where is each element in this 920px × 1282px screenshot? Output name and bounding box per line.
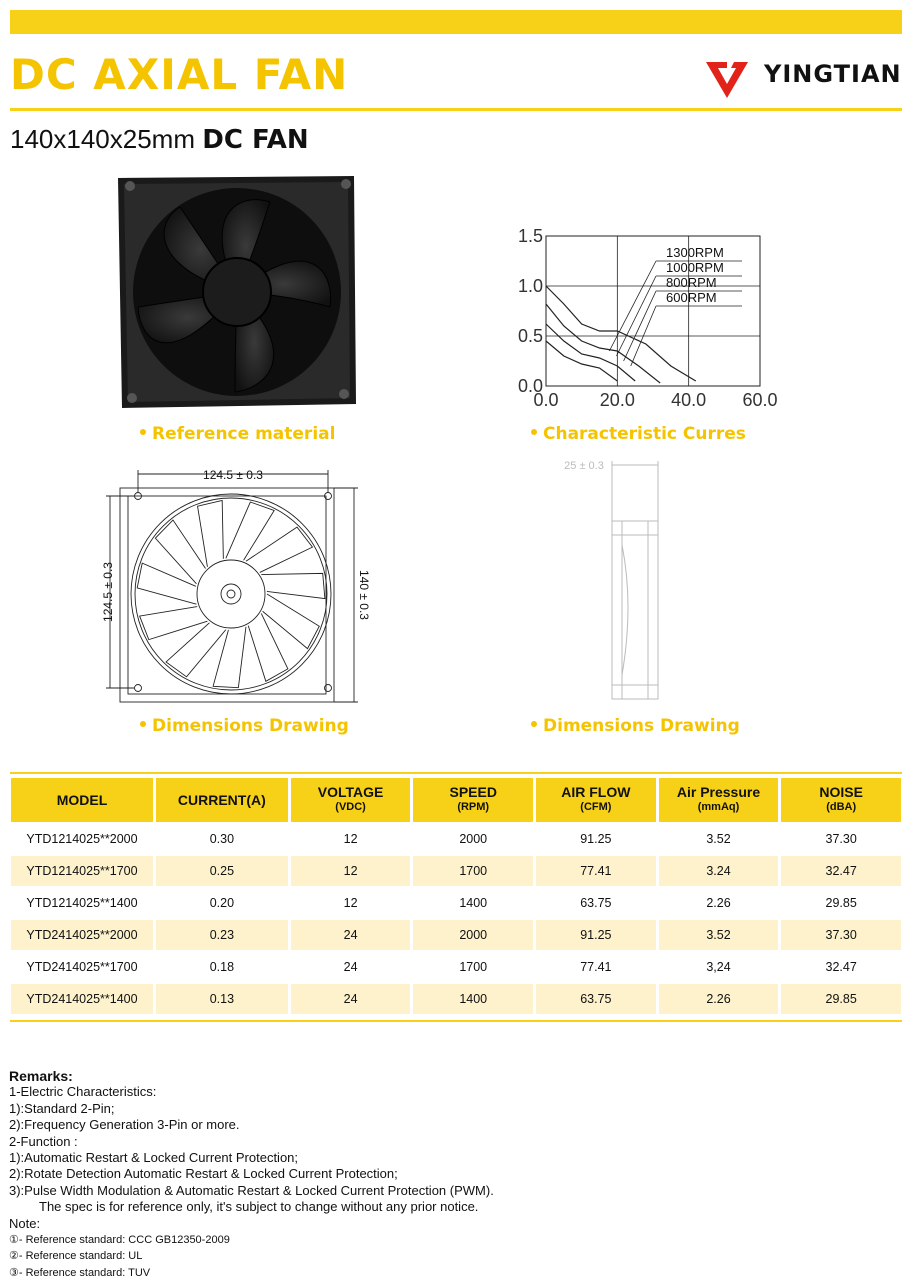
cell-speed: 1700	[459, 960, 488, 974]
product-size: 140x140x25mm	[10, 124, 195, 154]
cell-voltage: 12	[343, 896, 358, 910]
cell-current: 0.20	[209, 896, 235, 910]
cell-pressure: 2.26	[706, 896, 731, 910]
remark-line: 2):Rotate Detection Automatic Restart & Locked Current Protection;	[9, 1166, 398, 1182]
cell-pressure: 3,24	[706, 960, 731, 974]
caption-characteristic-curves: Characteristic Curres	[531, 424, 746, 444]
cell-airflow: 91.25	[580, 832, 612, 846]
fan-blade-outline	[140, 607, 208, 640]
header-airflow: AIR FLOW (CFM)	[536, 778, 656, 822]
legend-leader-line	[616, 276, 656, 356]
y-tick-label: 1.0	[518, 276, 544, 296]
table-row	[11, 920, 901, 950]
fan-photo	[110, 172, 362, 410]
header-model: MODEL	[11, 778, 153, 822]
cell-pressure: 3.52	[706, 832, 731, 846]
fan-blade-outline	[263, 594, 320, 649]
top-color-bar	[10, 10, 902, 34]
caption-dimensions-front: Dimensions Drawing	[140, 716, 349, 736]
cell-noise: 29.85	[825, 896, 857, 910]
remarks-section	[9, 1068, 494, 1281]
fan-blade-outline	[248, 613, 288, 681]
cell-voltage: 12	[343, 832, 358, 846]
fan-blade-outline	[166, 623, 226, 677]
cell-model: YTD2414025**1700	[26, 960, 138, 974]
spec-table	[8, 776, 904, 1016]
table-row	[11, 984, 901, 1014]
cell-voltage: 24	[343, 960, 358, 974]
product-type: DC FAN	[202, 125, 309, 155]
legend-label: 1300RPM	[666, 245, 724, 260]
remark-line: 2-Function :	[9, 1133, 78, 1149]
cell-current: 0.25	[156, 856, 288, 886]
remark-line: 1):Automatic Restart & Locked Current Protection;	[9, 1150, 299, 1166]
caption-reference-material: Reference material	[140, 424, 335, 444]
y-tick-label: 0.0	[518, 376, 544, 396]
legend-label: 600RPM	[666, 290, 717, 305]
x-tick-label: 0.0	[533, 390, 559, 410]
fan-blade-outline	[213, 627, 246, 688]
y-tick-label: 1.5	[518, 226, 544, 246]
remark-line: 2):Frequency Generation 3-Pin or more.	[9, 1117, 240, 1133]
cell-model: YTD2414025**2000	[11, 920, 153, 950]
note-line: ②- Reference standard: UL	[9, 1250, 143, 1263]
fan-blade-outline	[155, 520, 205, 584]
cell-speed: 2000	[459, 832, 488, 846]
header-noise: NOISE (dBA)	[781, 778, 901, 822]
cell-voltage: 12	[291, 856, 411, 886]
cell-speed: 1400	[459, 896, 488, 910]
remark-line: 1-Electric Characteristics:	[9, 1084, 157, 1100]
table-top-rule	[10, 772, 902, 774]
table-row	[11, 824, 901, 854]
cell-airflow: 91.25	[536, 920, 656, 950]
note-title: Note:	[9, 1215, 41, 1231]
cell-model: YTD1214025**1400	[26, 896, 138, 910]
chart-frame	[546, 236, 760, 386]
legend-leader-line	[624, 291, 656, 361]
note-line: ③- Reference standard: TUV	[9, 1266, 151, 1279]
cell-speed: 1700	[413, 856, 533, 886]
dim-thickness-label: 25 ± 0.3	[564, 460, 604, 472]
remarks-title: Remarks:	[9, 1068, 73, 1084]
brand-logo-icon	[704, 54, 750, 100]
cell-current: 0.23	[156, 920, 288, 950]
brand-name: YINGTIAN	[764, 60, 902, 88]
fan-blade-outline	[226, 502, 274, 560]
header-speed: SPEED (RPM)	[413, 778, 533, 822]
cell-voltage: 24	[291, 920, 411, 950]
cell-current: 0.18	[209, 960, 235, 974]
bullet-icon	[531, 429, 537, 435]
header-divider	[10, 108, 902, 111]
cell-noise: 32.47	[781, 856, 901, 886]
caption-dimensions-side: Dimensions Drawing	[531, 716, 740, 736]
cell-airflow: 63.75	[536, 984, 656, 1014]
fan-blade-outline	[261, 573, 325, 598]
cell-airflow: 63.75	[580, 896, 612, 910]
side-dimensions-drawing	[550, 455, 670, 705]
dim-top-label: 124.5 ± 0.3	[203, 468, 263, 482]
cell-current: 0.30	[209, 832, 235, 846]
table-row	[11, 888, 901, 918]
fan-blade-outline	[137, 563, 196, 604]
cell-model: YTD1214025**1700	[11, 856, 153, 886]
page-title: DC AXIAL FAN	[10, 50, 349, 99]
cell-pressure: 3.24	[659, 856, 779, 886]
header-air-pressure: Air Pressure (mmAq)	[659, 778, 779, 822]
x-tick-label: 60.0	[742, 390, 778, 410]
table-bottom-rule	[10, 1020, 902, 1022]
dim-right-label: 140 ± 0.3	[357, 570, 371, 620]
remark-line: 1):Standard 2-Pin;	[9, 1100, 115, 1116]
x-tick-label: 20.0	[599, 390, 635, 410]
cell-voltage: 24	[291, 984, 411, 1014]
legend-label: 1000RPM	[666, 260, 724, 275]
table-row	[11, 856, 901, 886]
header-current: CURRENT(A)	[156, 778, 288, 822]
dim-left-label: 124.5 ± 0.3	[101, 562, 115, 622]
cell-pressure: 3.52	[659, 920, 779, 950]
spec-note: The spec is for reference only, it's subject to change without any prior notice.	[39, 1199, 479, 1215]
bullet-icon	[140, 721, 146, 727]
table-header-row	[11, 778, 901, 822]
cell-noise: 32.47	[825, 960, 857, 974]
cell-noise: 37.30	[781, 920, 901, 950]
remark-line: 3):Pulse Width Modulation & Automatic Restart & Locked Current Protection (PWM).	[9, 1182, 494, 1198]
y-tick-label: 0.5	[518, 326, 544, 346]
cell-model: YTD2414025**1400	[11, 984, 153, 1014]
header-voltage: VOLTAGE (VDC)	[291, 778, 411, 822]
cell-model: YTD1214025**2000	[26, 832, 138, 846]
cell-current: 0.13	[156, 984, 288, 1014]
bullet-icon	[531, 721, 537, 727]
x-tick-label: 40.0	[671, 390, 707, 410]
cell-noise: 29.85	[781, 984, 901, 1014]
bullet-icon	[140, 429, 146, 435]
cell-speed: 2000	[413, 920, 533, 950]
table-row	[11, 952, 901, 982]
cell-noise: 37.30	[825, 832, 857, 846]
cell-speed: 1400	[413, 984, 533, 1014]
characteristic-curve-chart	[506, 220, 796, 415]
cell-pressure: 2.26	[659, 984, 779, 1014]
note-line: ①- Reference standard: CCC GB12350-2009	[9, 1234, 230, 1247]
cell-airflow: 77.41	[580, 960, 612, 974]
fan-blade-outline	[246, 527, 313, 572]
cell-airflow: 77.41	[536, 856, 656, 886]
front-dimensions-drawing	[98, 462, 380, 710]
legend-label: 800RPM	[666, 275, 717, 290]
fan-blade-outline	[198, 500, 224, 566]
product-subtitle	[10, 124, 309, 155]
